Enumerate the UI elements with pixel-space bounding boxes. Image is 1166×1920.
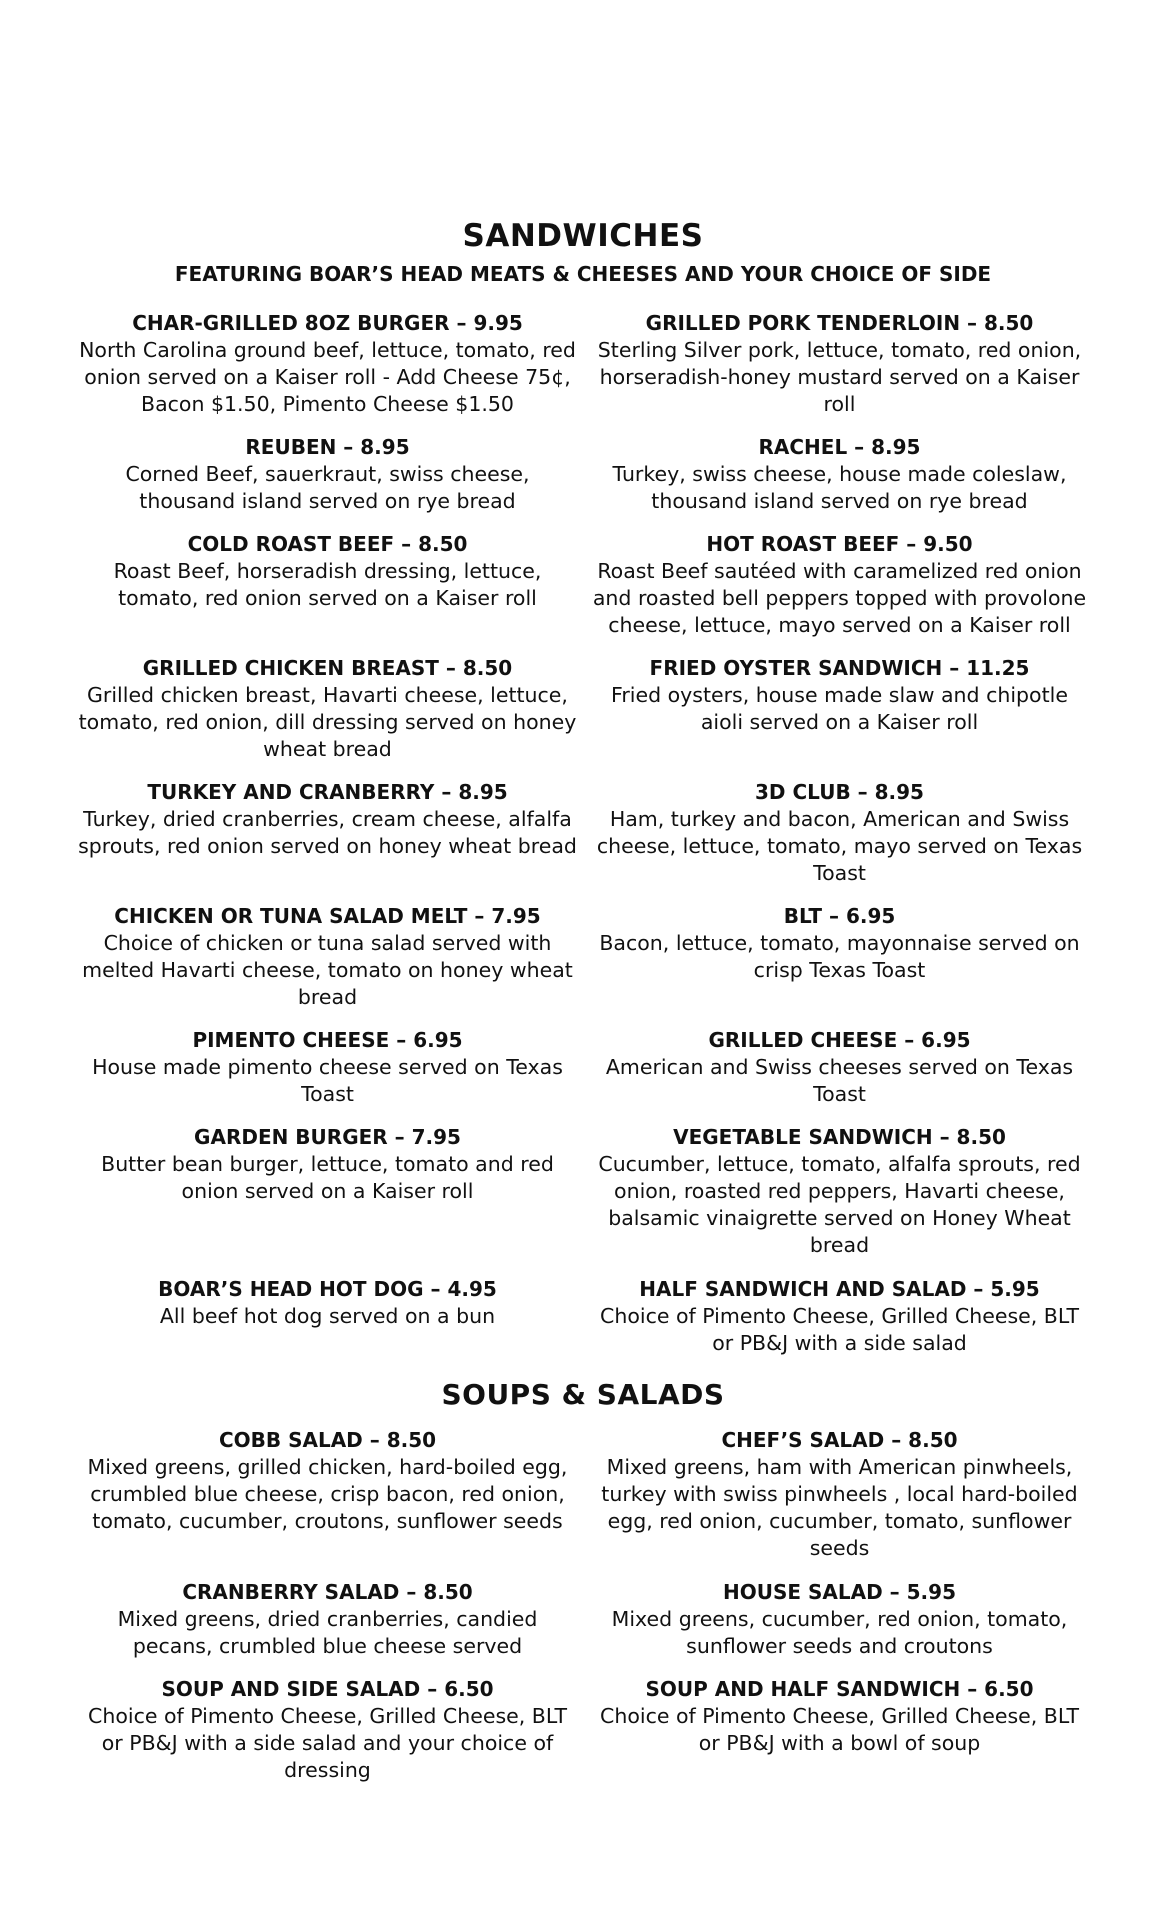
- menu-item-name: HOUSE SALAD – 5.95: [723, 1580, 956, 1604]
- menu-item-name: GARDEN BURGER – 7.95: [194, 1125, 461, 1149]
- menu-item-description: Turkey, swiss cheese, house made coleslaw, thousand island served on rye bread: [612, 462, 1067, 513]
- menu-item-description: Ham, turkey and bacon, American and Swiss cheese, lettuce, tomato, mayo served on Texas Toast: [596, 807, 1083, 885]
- menu-item-name: COLD ROAST BEEF – 8.50: [187, 532, 468, 556]
- menu-item-name: SOUP AND HALF SANDWICH – 6.50: [645, 1677, 1034, 1701]
- menu-item-name: CRANBERRY SALAD – 8.50: [182, 1580, 473, 1604]
- menu-item-name: HALF SANDWICH AND SALAD – 5.95: [639, 1277, 1040, 1301]
- menu-item-soup-and-half-sandwich: [587, 1676, 1092, 1757]
- menu-item-description: Butter bean burger, lettuce, tomato and red onion served on a Kaiser roll: [101, 1152, 554, 1203]
- menu-item-name: PIMENTO CHEESE – 6.95: [192, 1028, 463, 1052]
- menu-item-description: Choice of Pimento Cheese, Grilled Cheese, BLT or PB&J with a side salad: [600, 1304, 1079, 1355]
- menu-item-description: Fried oysters, house made slaw and chipotle aioli served on a Kaiser roll: [611, 683, 1068, 734]
- menu-item-name: TURKEY AND CRANBERRY – 8.95: [147, 780, 508, 804]
- menu-item-name: REUBEN – 8.95: [245, 435, 410, 459]
- menu-item-garden-burger: [75, 1124, 580, 1205]
- menu-item-description: Choice of Pimento Cheese, Grilled Cheese, BLT or PB&J with a bowl of soup: [600, 1704, 1079, 1755]
- menu-item-description: Roast Beef, horseradish dressing, lettuce, tomato, red onion served on a Kaiser roll: [113, 559, 542, 610]
- menu-item-chicken-or-tuna-salad-melt: [75, 903, 580, 1011]
- menu-item-3d-club: [587, 779, 1092, 887]
- menu-item-description: Choice of Pimento Cheese, Grilled Cheese, BLT or PB&J with a side salad and your choice of dressing: [88, 1704, 567, 1782]
- menu-item-name: 3D CLUB – 8.95: [755, 780, 924, 804]
- menu-item-grilled-pork-tenderloin: [587, 310, 1092, 418]
- menu-item-grilled-chicken-breast: [75, 655, 580, 763]
- menu-item-boars-head-hot-dog: [75, 1276, 580, 1330]
- menu-item-reuben: [75, 434, 580, 515]
- soups-salads-title: SOUPS & SALADS: [441, 1378, 725, 1411]
- menu-item-name: HOT ROAST BEEF – 9.50: [706, 532, 973, 556]
- menu-item-description: Cucumber, lettuce, tomato, alfalfa sprouts, red onion, roasted red peppers, Havarti cheese, balsamic vinaigrette served on Honey Wheat bread: [598, 1152, 1081, 1257]
- menu-item-description: Mixed greens, dried cranberries, candied pecans, crumbled blue cheese served: [117, 1607, 538, 1658]
- menu-item-hot-roast-beef: [587, 531, 1092, 639]
- menu-item-description: Grilled chicken breast, Havarti cheese, lettuce, tomato, red onion, dill dressing served on honey wheat bread: [78, 683, 577, 761]
- menu-item-name: GRILLED CHICKEN BREAST – 8.50: [142, 656, 513, 680]
- menu-item-description: All beef hot dog served on a bun: [159, 1304, 496, 1328]
- menu-item-grilled-cheese: [587, 1027, 1092, 1108]
- menu-item-name: SOUP AND SIDE SALAD – 6.50: [161, 1677, 494, 1701]
- menu-item-name: BLT – 6.95: [783, 904, 896, 928]
- menu-item-name: COBB SALAD – 8.50: [218, 1428, 437, 1452]
- menu-item-char-grilled-burger: [75, 310, 580, 418]
- menu-item-name: CHEF’S SALAD – 8.50: [721, 1428, 958, 1452]
- menu-item-name: CHAR-GRILLED 8OZ BURGER – 9.95: [132, 311, 523, 335]
- menu-item-description: House made pimento cheese served on Texas Toast: [92, 1055, 563, 1106]
- menu-item-fried-oyster-sandwich: [587, 655, 1092, 736]
- menu-item-house-salad: [587, 1579, 1092, 1660]
- menu-item-description: Roast Beef sautéed with caramelized red onion and roasted bell peppers topped with provolone cheese, lettuce, mayo served on a Kaiser roll: [592, 559, 1087, 637]
- menu-item-turkey-and-cranberry: [75, 779, 580, 860]
- menu-item-pimento-cheese: [75, 1027, 580, 1108]
- menu-item-description: Mixed greens, grilled chicken, hard-boiled egg, crumbled blue cheese, crisp bacon, red onion, tomato, cucumber, croutons, sunflower seeds: [87, 1455, 568, 1533]
- menu-item-name: CHICKEN OR TUNA SALAD MELT – 7.95: [114, 904, 541, 928]
- sandwiches-title: SANDWICHES: [462, 218, 704, 254]
- menu-item-blt: [587, 903, 1092, 984]
- menu-item-cranberry-salad: [75, 1579, 580, 1660]
- sandwiches-subtitle: FEATURING BOAR’S HEAD MEATS & CHEESES AND YOUR CHOICE OF SIDE: [174, 262, 992, 286]
- menu-item-chefs-salad: [587, 1427, 1092, 1562]
- menu-item-cold-roast-beef: [75, 531, 580, 612]
- menu-item-description: American and Swiss cheeses served on Texas Toast: [605, 1055, 1074, 1106]
- menu-item-name: GRILLED PORK TENDERLOIN – 8.50: [645, 311, 1034, 335]
- menu-item-name: GRILLED CHEESE – 6.95: [708, 1028, 971, 1052]
- menu-item-description: Corned Beef, sauerkraut, swiss cheese, thousand island served on rye bread: [125, 462, 530, 513]
- menu-item-soup-and-side-salad: [75, 1676, 580, 1784]
- menu-item-description: Sterling Silver pork, lettuce, tomato, red onion, horseradish-honey mustard served on a Kaiser roll: [597, 338, 1082, 416]
- menu-item-description: Mixed greens, ham with American pinwheels, turkey with swiss pinwheels , local hard-boiled egg, red onion, cucumber, tomato, sunflower seeds: [601, 1455, 1078, 1560]
- menu-item-description: Bacon, lettuce, tomato, mayonnaise served on crisp Texas Toast: [599, 931, 1080, 982]
- menu-item-name: BOAR’S HEAD HOT DOG – 4.95: [158, 1277, 497, 1301]
- menu-item-rachel: [587, 434, 1092, 515]
- menu-item-name: RACHEL – 8.95: [758, 435, 921, 459]
- menu-item-cobb-salad: [75, 1427, 580, 1535]
- menu-item-description: Turkey, dried cranberries, cream cheese, alfalfa sprouts, red onion served on honey wheat bread: [78, 807, 577, 858]
- menu-item-name: VEGETABLE SANDWICH – 8.50: [673, 1125, 1006, 1149]
- menu-item-vegetable-sandwich: [587, 1124, 1092, 1259]
- menu-item-half-sandwich-and-salad: [587, 1276, 1092, 1357]
- menu-item-description: Choice of chicken or tuna salad served with melted Havarti cheese, tomato on honey wheat bread: [82, 931, 573, 1009]
- menu-item-description: North Carolina ground beef, lettuce, tomato, red onion served on a Kaiser roll - Add Cheese 75¢, Bacon $1.50, Pimento Cheese $1.50: [79, 338, 576, 416]
- menu-item-name: FRIED OYSTER SANDWICH – 11.25: [649, 656, 1030, 680]
- menu-item-description: Mixed greens, cucumber, red onion, tomato, sunflower seeds and croutons: [611, 1607, 1068, 1658]
